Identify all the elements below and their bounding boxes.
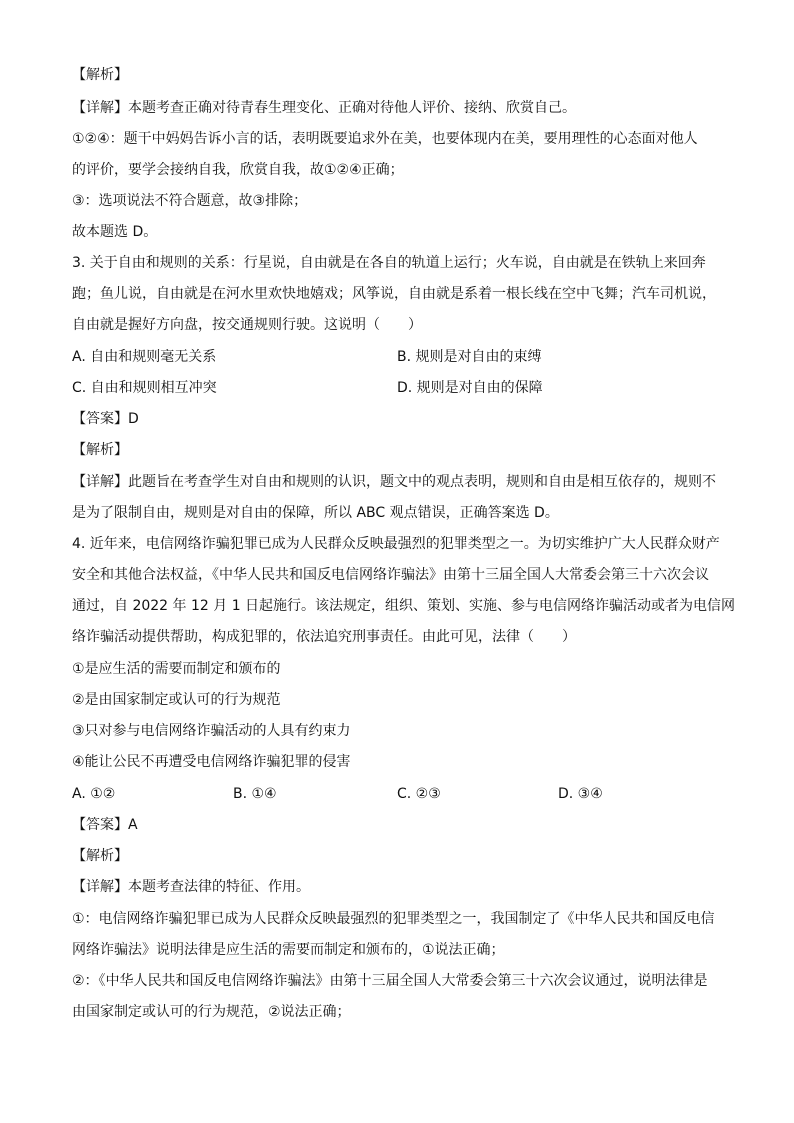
question-3-answer: 【答案】D — [72, 411, 139, 427]
question-3-stem: 3. 关于自由和规则的关系：行星说，自由就是在各自的轨道上运行；火车说，自由就是在铁轨上来回奔 — [72, 255, 706, 271]
question-4-option-d: D. ③④ — [558, 786, 603, 802]
final-answer-line: 故本题选 D。 — [72, 224, 158, 240]
question-3-stem: 自由就是握好方向盘，按交通规则行驶。这说明（ ） — [72, 317, 422, 333]
detail-explanation-4: 【详解】本题考查法律的特征、作用。 — [72, 879, 310, 895]
explanation-text: 的评价，要学会接纳自我，欣赏自我，故①②④正确； — [72, 162, 404, 178]
detail-explanation-1: 【详解】本题考查正确对待青春生理变化、正确对待他人评价、接纳、欣赏自己。 — [72, 100, 576, 116]
question-4-option-a: A. ①② — [72, 786, 116, 802]
question-4-option-c: C. ②③ — [397, 786, 441, 802]
question-4-stem: 络诈骗活动提供帮助，构成犯罪的，依法追究刑事责任。由此可见，法律（ ） — [72, 629, 576, 645]
question-4-stem: 安全和其他合法权益，《中华人民共和国反电信网络诈骗法》由第十三届全国人大常委会第三十六次会议 — [72, 567, 709, 583]
question-3-stem: 跑；鱼儿说，自由就是在河水里欢快地嬉戏；风筝说，自由就是系着一根长线在空中飞舞；汽车司机说， — [72, 286, 716, 302]
question-3-option-d: D. 规则是对自由的保障 — [397, 380, 543, 396]
question-3-option-a: A. 自由和规则毫无关系 — [72, 349, 217, 365]
explanation-text: ③：选项说法不符合题意，故③排除； — [72, 193, 308, 209]
question-4-answer: 【答案】A — [72, 817, 138, 833]
question-3-option-b: B. 规则是对自由的束缚 — [397, 349, 542, 365]
analysis-heading-4: 【解析】 — [72, 848, 128, 864]
analysis-heading-1: 【解析】 — [72, 67, 128, 83]
question-4-stem: 4. 近年来，电信网络诈骗犯罪已成为人民群众反映最强烈的犯罪类型之一。为切实维护广大人民群众财产 — [72, 536, 720, 552]
question-4-item-2: ②是由国家制定或认可的行为规范 — [72, 692, 281, 708]
analysis-heading-3: 【解析】 — [72, 442, 128, 458]
explanation-text: ①：电信网络诈骗犯罪已成为人民群众反映最强烈的犯罪类型之一，我国制定了《中华人民共和国反电信 — [72, 911, 715, 927]
question-4-item-4: ④能让公民不再遭受电信网络诈骗犯罪的侵害 — [72, 754, 351, 770]
question-3-option-c: C. 自由和规则相互冲突 — [72, 380, 217, 396]
explanation-text: 网络诈骗法》说明法律是应生活的需要而制定和颁布的，①说法正确； — [72, 942, 505, 958]
detail-explanation-3: 是为了限制自由，规则是对自由的保障，所以 ABC 观点错误，正确答案选 D。 — [72, 505, 559, 521]
question-4-stem: 通过，自 2022 年 12 月 1 日起施行。该法规定，组织、策划、实施、参与电信网络诈骗活动或者为电信网 — [72, 598, 736, 614]
detail-explanation-3: 【详解】此题旨在考查学生对自由和规则的认识，题文中的观点表明，规则和自由是相互依存的，规则不 — [72, 474, 716, 490]
explanation-text: 由国家制定或认可的行为规范，②说法正确； — [72, 1004, 351, 1020]
question-4-option-b: B. ①④ — [233, 786, 277, 802]
question-4-item-1: ①是应生活的需要而制定和颁布的 — [72, 661, 281, 677]
explanation-text: ①②④：题干中妈妈告诉小言的话，表明既要追求外在美，也要体现内在美，要用理性的心态面对他人 — [72, 131, 698, 147]
explanation-text: ②：《中华人民共和国反电信网络诈骗法》由第十三届全国人大常委会第三十六次会议通过，说明法律是 — [72, 973, 708, 989]
question-4-item-3: ③只对参与电信网络诈骗活动的人具有约束力 — [72, 723, 351, 739]
